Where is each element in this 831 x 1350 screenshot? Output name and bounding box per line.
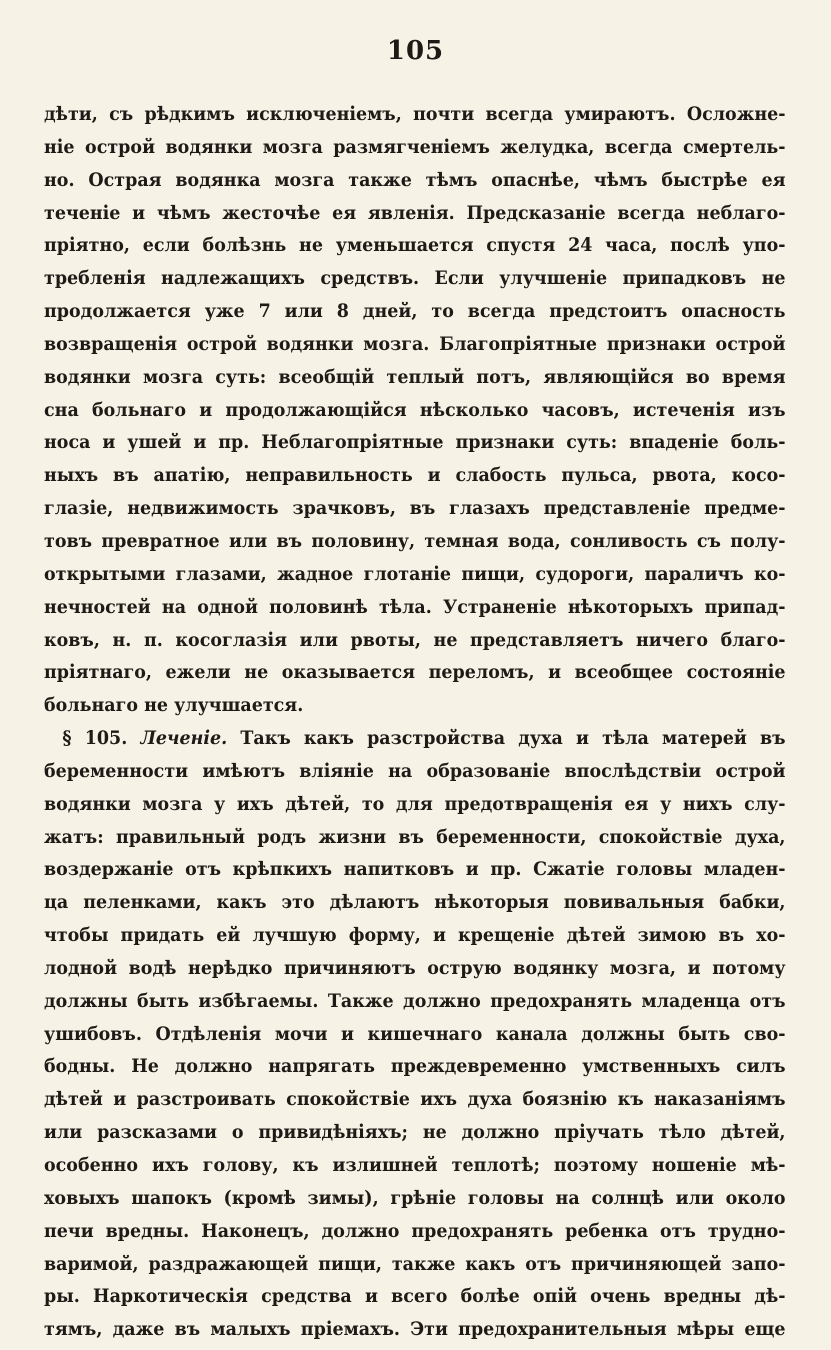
text-line [44,689,786,722]
text-line [44,459,786,492]
text-line [44,328,786,361]
text-line [44,886,786,919]
text-line [44,788,786,821]
text-line [44,985,786,1018]
text-line [44,492,786,525]
line-text: пріятнаго, ежели не оказывается переломъ, и всеобщее состояніе [44,661,786,684]
text-line [44,821,786,854]
line-text: особенно ихъ голову, къ излишней теплотѣ; поэтому ношеніе мѣ- [44,1154,786,1176]
line-text: чтобы придать ей лучшую форму, и крещеніе дѣтей зимою въ хо- [44,924,786,947]
text-line [44,1018,786,1051]
line-text: водянки мозга суть: всеобщій теплый потъ, являющійся во время [44,365,786,388]
text-line [44,624,786,657]
text-line [44,853,786,886]
line-text: лодной водѣ нерѣдко причиняютъ острую водянку мозга, и потому [44,956,786,979]
line-text: возвращенія острой водянки мозга. Благопріятные признаки острой [44,332,786,355]
text-line [44,722,786,755]
text-line [44,1280,786,1313]
line-text: ковъ, н. п. косоглазія или рвоты, не представляетъ ничего благо- [44,628,786,651]
line-text: дѣтей и разстроивать спокойствіе ихъ духа боязнію къ наказаніямъ [44,1088,786,1111]
text-line [44,1182,786,1215]
line-text: или разсказами о привидѣніяхъ; не должно пріучать тѣло дѣтей, [44,1121,786,1144]
text-line [44,656,786,689]
line-text: бодны. Не должно напрягать преждевременно умственныхъ силъ [44,1055,786,1078]
text-line [44,558,786,591]
line-text: сна больнаго и продолжающійся нѣсколько часовъ, истеченія изъ [44,398,786,421]
line-text: продолжается уже 7 или 8 дней, то всегда предстоитъ опасность [44,300,786,323]
section-heading: Леченіе. [140,727,228,750]
line-text: глазіе, недвижимость зрачковъ, въ глазахъ представленіе предме- [44,497,786,520]
text-line [44,98,786,131]
text-line [44,1215,786,1248]
line-text: Такъ какъ разстройства духа и тѣла матерей въ [227,727,786,750]
line-text: дѣти, съ рѣдкимъ исключеніемъ, почти всегда умираютъ. Осложне- [44,103,786,125]
line-text: жатъ: правильный родъ жизни въ беременности, спокойствіе духа, [44,825,786,848]
text-line [44,1083,786,1116]
text-line [44,525,786,558]
line-text: ніе острой водянки мозга размягченіемъ желудка, всегда смертель- [44,135,786,158]
line-text: больнаго не улучшается. [44,694,304,717]
text-line [44,426,786,459]
line-text: ныхъ въ апатію, неправильность и слабость пульса, рвота, косо- [44,464,786,487]
text-line [44,1149,786,1182]
section-number: § 105. [62,727,141,750]
text-line [44,591,786,624]
line-text: пріятно, если болѣзнь не уменьшается спустя 24 часа, послѣ упо- [44,234,786,257]
text-line [44,755,786,788]
text-line [44,361,786,394]
line-text: тямъ, даже въ малыхъ пріемахъ. Эти предохранительныя мѣры еще [44,1318,786,1341]
line-text: водянки мозга у ихъ дѣтей, то для предотвращенія ея у нихъ слу- [44,792,786,815]
text-line [44,131,786,164]
line-text: должны быть избѣгаемы. Также должно предохранять младенца отъ [44,989,786,1012]
text-line [44,1248,786,1281]
line-text: ховыхъ шапокъ (кромѣ зимы), грѣніе головы на солнцѣ или около [44,1186,786,1209]
line-text: теченіе и чѣмъ жесточѣе ея явленія. Предсказаніе всегда неблаго- [44,201,786,224]
line-text: требленія надлежащихъ средствъ. Если улучшеніе припадковъ не [44,267,786,290]
body-text [44,98,786,1346]
text-line [44,919,786,952]
line-text: но. Острая водянка мозга также тѣмъ опаснѣе, чѣмъ быстрѣе ея [44,168,786,191]
text-line [44,1050,786,1083]
line-text: носа и ушей и пр. Неблагопріятные признаки суть: впаденіе боль- [44,431,786,454]
text-line [44,1116,786,1149]
line-text: товъ превратное или въ половину, темная вода, сонливость съ полу- [44,529,786,552]
text-line [44,295,786,328]
text-line [44,1313,786,1346]
line-text: печи вредны. Наконецъ, должно предохранять ребенка отъ трудно- [44,1219,786,1242]
line-text: воздержаніе отъ крѣпкихъ напитковъ и пр. Сжатіе головы младен- [44,858,786,881]
page-number: 105 [386,36,445,66]
text-line [44,952,786,985]
line-text: ушибовъ. Отдѣленія мочи и кишечнаго канала должны быть сво- [44,1022,786,1045]
text-line [44,197,786,230]
line-text: беременности имѣютъ вліяніе на образованіе впослѣдствіи острой [44,759,786,782]
text-line [44,164,786,197]
line-text: нечностей на одной половинѣ тѣла. Устраненіе нѣкоторыхъ припад- [44,595,786,618]
line-text: ры. Наркотическія средства и всего болѣе опій очень вредны дѣ- [44,1285,786,1308]
line-text: открытыми глазами, жадное глотаніе пищи, судороги, параличъ ко- [44,562,786,585]
text-line [44,394,786,427]
line-text: варимой, раздражающей пищи, также какъ отъ причиняющей запо- [44,1252,786,1275]
text-line [44,229,786,262]
text-line [44,262,786,295]
line-text: ца пеленками, какъ это дѣлаютъ нѣкоторыя повивальныя бабки, [44,891,786,914]
